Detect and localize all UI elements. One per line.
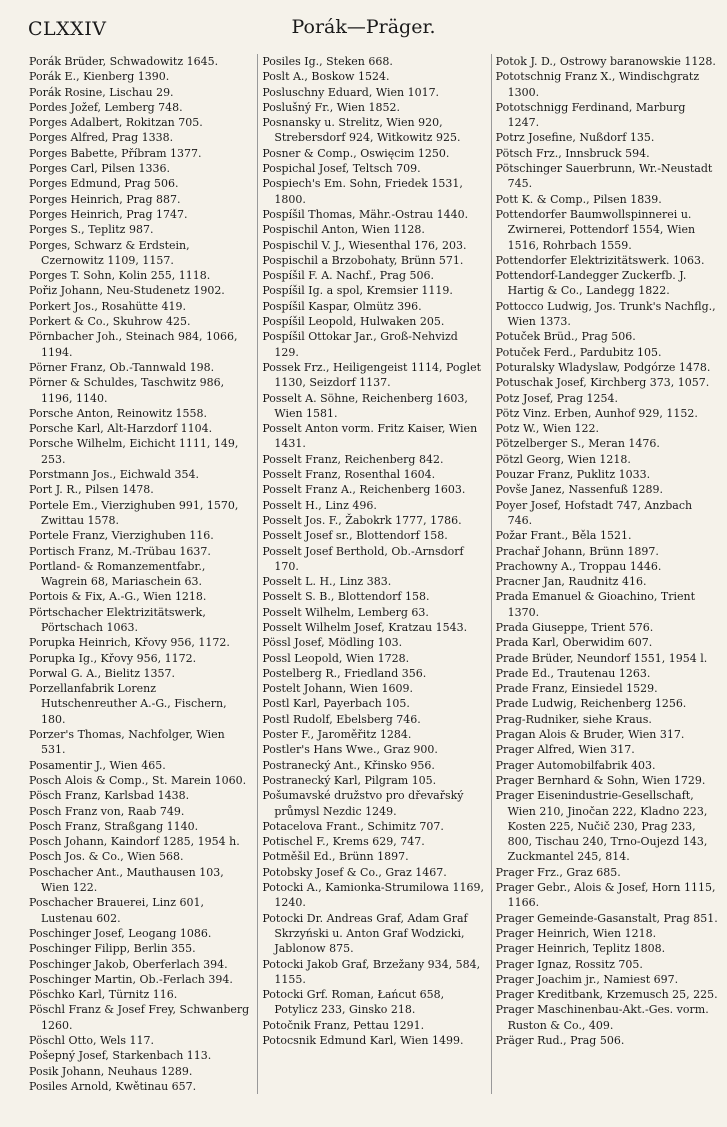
directory-entry: Portele Franz, Vierzighuben 116. [29,529,214,543]
directory-entry: Posselt Josef Berthold, Ob.-Arnsdorf 170. [262,544,464,573]
directory-entry: Poturalsky Wladyslaw, Podgórze 1478. [495,360,711,374]
directory-entry: Poschinger Josef, Leogang 1086. [29,926,212,940]
running-head: Porák—Präger. [291,16,436,38]
directory-entry: Pöschl Franz & Josef Frey, Schwanberg 1260. [29,1003,250,1032]
directory-entry: Postl Rudolf, Ebelsberg 746. [262,712,421,726]
directory-entry: Pötzl Georg, Wien 1218. [495,452,631,466]
directory-entry: Prade Ed., Trautenau 1263. [495,666,651,680]
directory-entry: Pötsch Frz., Innsbruck 594. [495,146,650,160]
directory-entry: Prager Gebr., Alois & Josef, Horn 1115, 1166. [495,881,716,910]
directory-entry: Poschinger Jakob, Oberferlach 394. [29,957,228,971]
directory-entry: Prager Kreditbank, Krzemusch 25, 225. [495,988,718,1002]
directory-entry: Pöschko Karl, Türnitz 116. [29,988,178,1002]
directory-entry: Porges Heinrich, Prag 887. [29,192,181,206]
directory-entry: Potacelova Frant., Schimitz 707. [262,819,444,833]
directory-entry: Potobsky Josef & Co., Graz 1467. [262,865,447,879]
directory-entry: Porges Alfred, Prag 1338. [29,131,174,145]
directory-entry: Posselt H., Linz 496. [262,498,377,512]
directory-entry: Pötschinger Sauerbrunn, Wr.-Neustadt 745. [495,162,713,191]
directory-entry: Pospischil a Brzobohaty, Brünn 571. [262,253,464,267]
directory-entry: Postranecký Ant., Křinsko 956. [262,758,435,772]
directory-entry: Potrz Josefine, Nußdorf 135. [495,131,655,145]
directory-entry: Pospíšil Kaspar, Olmütz 396. [262,299,422,313]
directory-columns [28,54,718,1094]
directory-entry: Poslt A., Boskow 1524. [262,70,390,84]
directory-entry: Posselt Wilhelm Josef, Kratzau 1543. [262,620,468,634]
directory-entry: Prada Karl, Oberwidim 607. [495,636,653,650]
directory-entry: Porák E., Kienberg 1390. [29,70,170,84]
directory-entry: Port J. R., Pilsen 1478. [29,483,154,497]
directory-entry: Prager Alfred, Wien 317. [495,743,635,757]
directory-entry: Pouzar Franz, Puklitz 1033. [495,468,651,482]
directory-entry: Poschinger Martin, Ob.-Ferlach 394. [29,972,233,986]
directory-entry: Prager Frz., Graz 685. [495,865,621,879]
directory-entry: Porges Babette, Příbram 1377. [29,146,202,160]
directory-entry: Posiles Arnold, Kwětinau 657. [29,1079,197,1093]
directory-entry: Pörnbacher Joh., Steinach 984, 1066, 1194. [29,330,238,359]
directory-entry: Posselt Franz, Rosenthal 1604. [262,468,436,482]
directory-entry: Posnansky u. Strelitz, Wien 920, Strebersdorf 924, Witkowitz 925. [262,116,461,145]
directory-entry: Porges Carl, Pilsen 1336. [29,162,170,176]
directory-entry: Porsche Wilhelm, Eichicht 1111, 149, 253. [29,437,239,466]
directory-entry: Porupka Ig., Křovy 956, 1172. [29,651,197,665]
directory-entry: Pottocco Ludwig, Jos. Trunk's Nachflg., Wien 1373. [495,299,716,329]
directory-entry: Pospiech's Em. Sohn, Friedek 1531, 1800. [262,177,463,206]
directory-entry: Posch Franz von, Raab 749. [29,804,185,818]
directory-entry: Požar Frant., Běla 1521. [495,529,632,543]
directory-entry: Präger Rud., Prag 506. [495,1034,625,1047]
directory-entry: Pospischil V. J., Wiesenthal 176, 203. [262,238,467,252]
directory-entry: Postelberg R., Friedland 356. [262,666,427,680]
directory-entry: Poschacher Ant., Mauthausen 103, Wien 122. [29,865,224,895]
directory-entry: Prager Eisenindustrie-Gesellschaft, Wien 210, Jinočan 222, Kladno 223, Kosten 225, Nučič 230, Prag 233, 800, Tischau 240, Trno-Oujezd 143, Zuckmantel 245, 814. [495,789,708,864]
directory-entry: Potz Josef, Prag 1254. [495,391,619,405]
directory-entry: Prager Bernhard & Sohn, Wien 1729. [495,773,706,787]
directory-entry: Porges Heinrich, Prag 1747. [29,207,188,221]
directory-entry: Pospíšil F. A. Nachf., Prag 506. [262,269,434,283]
directory-entry: Prada Emanuel & Gioachino, Trient 1370. [495,590,696,619]
directory-entry: Posch Jos. & Co., Wien 568. [29,850,184,864]
directory-entry: Portele Em., Vierzighuben 991, 1570, Zwittau 1578. [29,498,239,527]
directory-entry: Potocki Jakob Graf, Brzežany 934, 584, 1155. [262,957,481,986]
directory-entry: Porák Rosine, Lischau 29. [29,85,174,99]
directory-entry: Pösch Franz, Karlsbad 1438. [29,789,190,803]
directory-entry: Prag-Rudniker, siehe Kraus. [495,712,652,726]
directory-entry: Posselt Franz, Reichenberg 842. [262,452,444,466]
directory-entry: Pötzelberger S., Meran 1476. [495,437,660,451]
column-right [491,54,718,1094]
directory-entry: Potměšil Ed., Brünn 1897. [262,850,409,864]
directory-entry: Poschinger Filipp, Berlin 355. [29,942,196,956]
directory-entry: Potočnik Franz, Pettau 1291. [262,1018,425,1032]
directory-entry: Pořiz Johann, Neu-Studenetz 1902. [29,284,225,298]
directory-entry: Posch Franz, Straßgang 1140. [29,819,199,833]
directory-entry: Pottendorfer Baumwollspinnerei u. Zwirnerei, Pottendorf 1554, Wien 1516, Rohrbach 1559. [495,207,696,252]
directory-entry: Poyer Josef, Hofstadt 747, Anzbach 746. [495,498,693,527]
directory-entry: Potuschak Josef, Kirchberg 373, 1057. [495,376,710,390]
directory-entry: Prager Heinrich, Teplitz 1808. [495,942,666,956]
directory-entry: Posselt Josef sr., Blottendorf 158. [262,529,448,543]
directory-entry: Posik Johann, Neuhaus 1289. [29,1064,193,1078]
directory-entry: Pössl Josef, Mödling 103. [262,636,403,650]
directory-entry: Pragan Alois & Bruder, Wien 317. [495,728,685,742]
directory-entry: Postler's Hans Wwe., Graz 900. [262,743,438,757]
directory-entry: Postranecký Karl, Pilgram 105. [262,773,437,787]
directory-entry: Prachař Johann, Brünn 1897. [495,544,659,558]
directory-entry: Poschacher Brauerei, Linz 601, Lustenau 602. [29,896,205,925]
directory-entry: Porges T. Sohn, Kolin 255, 1118. [29,269,211,283]
directory-entry: Possl Leopold, Wien 1728. [262,651,410,665]
directory-entry: Poslušný Fr., Wien 1852. [262,100,400,114]
directory-entry: Poster F., Jaroměřitz 1284. [262,728,412,742]
directory-entry: Prager Automobilfabrik 403. [495,758,656,772]
directory-entry: Porsche Karl, Alt-Harzdorf 1104. [29,422,213,436]
directory-entry: Posselt S. B., Blottendorf 158. [262,590,430,604]
directory-entry: Povše Janez, Nassenfuß 1289. [495,483,664,497]
directory-entry: Pottendorfer Elektrizitätswerk. 1063. [495,253,705,267]
directory-entry: Pošepný Josef, Starkenbach 113. [29,1049,212,1063]
directory-entry: Pottendorf-Landegger Zuckerfb. J. Hartig & Co., Landegg 1822. [495,269,687,298]
directory-entry: Posiles Ig., Steken 668. [262,55,393,68]
directory-entry: Posamentir J., Wien 465. [29,758,166,772]
directory-entry: Prade Ludwig, Reichenberg 1256. [495,697,687,711]
directory-entry: Potuček Ferd., Pardubitz 105. [495,345,662,359]
directory-entry: Porupka Heinrich, Křovy 956, 1172. [29,636,230,650]
directory-entry: Prade Brüder, Neundorf 1551, 1954 l. [495,651,708,665]
page-number: CLXXIV [28,18,107,40]
directory-entry: Posner & Comp., Oswięcim 1250. [262,146,450,160]
directory-entry: Porges S., Teplitz 987. [29,223,154,237]
directory-entry: Potz W., Wien 122. [495,422,600,436]
directory-entry: Posluschny Eduard, Wien 1017. [262,85,440,99]
directory-entry: Pototschnigg Ferdinand, Marburg 1247. [495,100,686,130]
directory-entry: Prager Heinrich, Wien 1218. [495,926,657,940]
directory-entry: Porzer's Thomas, Nachfolger, Wien 531. [29,728,225,757]
directory-entry: Posch Alois & Comp., St. Marein 1060. [29,773,247,787]
directory-entry: Posch Johann, Kaindorf 1285, 1954 h. [29,835,240,849]
directory-entry: Portisch Franz, M.-Trübau 1637. [29,544,211,558]
directory-entry: Prachowny A., Troppau 1446. [495,559,662,573]
directory-entry: Porák Brüder, Schwadowitz 1645. [29,55,219,68]
directory-entry: Postelt Johann, Wien 1609. [262,682,413,696]
directory-entry: Pospíšil Ottokar Jar., Groß-Nehvizd 129. [262,330,458,359]
directory-entry: Posselt A. Söhne, Reichenberg 1603, Wien 1581. [262,391,468,420]
directory-entry: Pospíšil Thomas, Mähr.-Ostrau 1440. [262,207,469,221]
directory-entry: Posselt Franz A., Reichenberg 1603. [262,483,466,497]
directory-entry: Porges, Schwarz & Erdstein, Czernowitz 1109, 1157. [29,238,190,267]
directory-entry: Porges Edmund, Prag 506. [29,177,179,191]
directory-entry: Pörner Franz, Ob.-Tannwald 198. [29,360,215,374]
directory-entry: Pospischil Anton, Wien 1128. [262,223,425,237]
directory-entry: Pototschnig Franz X., Windischgratz 1300. [495,70,700,99]
directory-entry: Pošumavské družstvo pro dřevařský průmysl Nezdic 1249. [262,789,464,818]
directory-entry: Prada Giuseppe, Trient 576. [495,620,654,634]
directory-entry: Potuček Brüd., Prag 506. [495,330,636,344]
directory-entry: Potocki Grf. Roman, Łańcut 658, Potylicz 233, Ginsko 218. [262,988,445,1017]
directory-entry: Prager Gemeinde-Gasanstalt, Prag 851. [495,911,718,925]
directory-entry: Postl Karl, Payerbach 105. [262,697,410,711]
directory-entry: Pracner Jan, Raudnitz 416. [495,575,647,589]
column-left [28,54,251,1094]
directory-entry: Porsche Anton, Reinowitz 1558. [29,406,208,420]
directory-entry: Prager Maschinenbau-Akt.-Ges. vorm. Ruston & Co., 409. [495,1003,709,1032]
column-middle [257,54,484,1094]
directory-entry: Potocki A., Kamionka-Strumilowa 1169, 1240. [262,881,484,910]
directory-entry: Potocki Dr. Andreas Graf, Adam Graf Skrzyński u. Anton Graf Wodzicki, Jablonow 875. [262,911,468,956]
directory-entry: Posselt Jos. F., Žabokrk 1777, 1786. [262,513,462,527]
directory-entry: Prager Joachim jr., Namiest 697. [495,972,679,986]
directory-entry: Portois & Fix, A.-G., Wien 1218. [29,590,207,604]
directory-entry: Porwal G. A., Bielitz 1357. [29,666,175,680]
directory-entry: Posselt L. H., Linz 383. [262,575,392,589]
directory-entry: Pospichal Josef, Teltsch 709. [262,162,421,176]
directory-entry: Posselt Anton vorm. Fritz Kaiser, Wien 1431. [262,422,478,451]
directory-entry: Pospíšil Leopold, Hulwaken 205. [262,315,445,329]
directory-entry: Pötz Vinz. Erben, Aunhof 929, 1152. [495,406,698,420]
directory-entry: Pörtschacher Elektrizitätswerk, Pörtschach 1063. [29,605,206,634]
directory-entry: Porkert Jos., Rosahütte 419. [29,299,186,313]
directory-entry: Pott K. & Comp., Pilsen 1839. [495,192,662,206]
directory-entry: Posselt Wilhelm, Lemberg 63. [262,605,429,619]
directory-entry: Potischel F., Krems 629, 747. [262,835,425,849]
directory-entry: Portland- & Romanzementfabr., Wagrein 68, Mariaschein 63. [29,559,206,589]
directory-entry: Pordes Jožef, Lemberg 748. [29,100,183,114]
directory-entry: Porstmann Jos., Eichwald 354. [29,468,200,482]
directory-entry: Possek Frz., Heiligengeist 1114, Poglet 1130, Seizdorf 1137. [262,360,482,390]
directory-entry: Pospíšil Ig. a spol, Kremsier 1119. [262,284,453,298]
directory-entry: Potocsnik Edmund Karl, Wien 1499. [262,1034,464,1047]
directory-entry: Porges Adalbert, Rokitzan 705. [29,116,203,130]
directory-entry: Pöschl Otto, Wels 117. [29,1034,155,1047]
directory-entry: Pörner & Schuldes, Taschwitz 986, 1196, 1140. [29,376,225,405]
directory-entry: Porkert & Co., Skuhrow 425. [29,315,191,329]
directory-entry: Potok J. D., Ostrowy baranowskie 1128. [495,55,716,68]
directory-entry: Porzellanfabrik Lorenz Hutschenreuther A.-G., Fischern, 180. [29,682,227,726]
directory-entry: Prade Franz, Einsiedel 1529. [495,682,658,696]
directory-entry: Prager Ignaz, Rossitz 705. [495,957,643,971]
